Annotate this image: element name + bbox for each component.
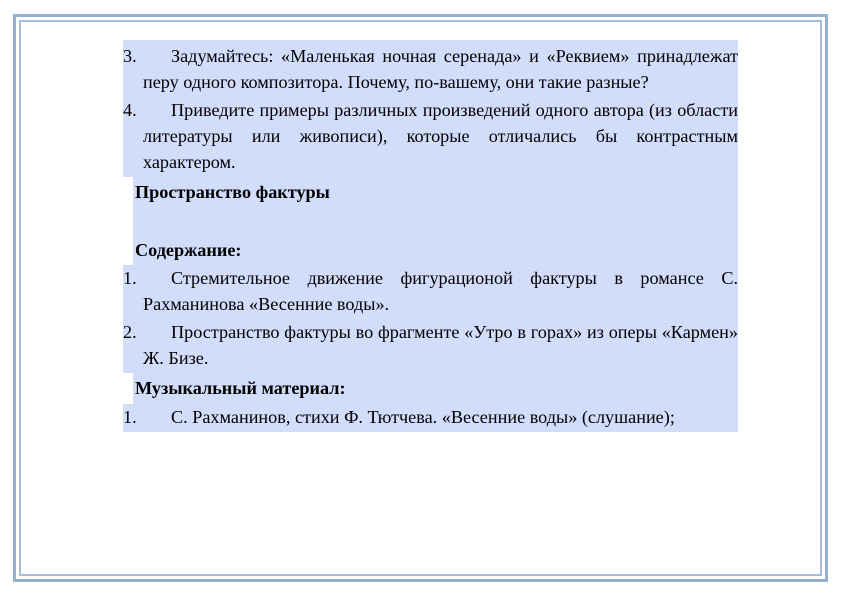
content-heading-row — [133, 236, 738, 265]
list-item — [123, 97, 738, 177]
material-heading-row — [133, 373, 738, 404]
document-body — [123, 40, 738, 432]
section-title: Пространство фактуры — [135, 182, 330, 202]
list-item — [123, 319, 738, 373]
item-number: 1. — [123, 268, 137, 288]
section-title-row — [133, 177, 738, 208]
list-item — [123, 265, 738, 319]
item-text: Приведите примеры различных произведений одного автора (из области литературы или живописи), которые отличались бы контрастным характером. — [143, 100, 738, 172]
item-text: Стремительное движение фигурационой фактуры в романсе С. Рахманинова «Весенние воды». — [143, 268, 738, 314]
item-number: 1. — [123, 407, 137, 427]
blank-line — [133, 208, 738, 236]
material-heading: Музыкальный материал: — [135, 378, 346, 398]
content-heading: Содержание: — [135, 240, 242, 260]
item-number: 3. — [123, 46, 137, 66]
item-text: Пространство фактуры во фрагменте «Утро в горах» из оперы «Кармен» Ж. Бизе. — [143, 322, 738, 368]
item-number: 4. — [123, 100, 137, 120]
item-text: Задумайтесь: «Маленькая ночная серенада» и «Реквием» принадлежат перу одного композитора. Почему, по-вашему, они такие разные? — [143, 46, 738, 92]
item-text: С. Рахманинов, стихи Ф. Тютчева. «Весенние воды» (слушание); — [171, 407, 675, 427]
list-item — [123, 40, 738, 97]
item-number: 2. — [123, 322, 137, 342]
list-item — [123, 404, 738, 432]
